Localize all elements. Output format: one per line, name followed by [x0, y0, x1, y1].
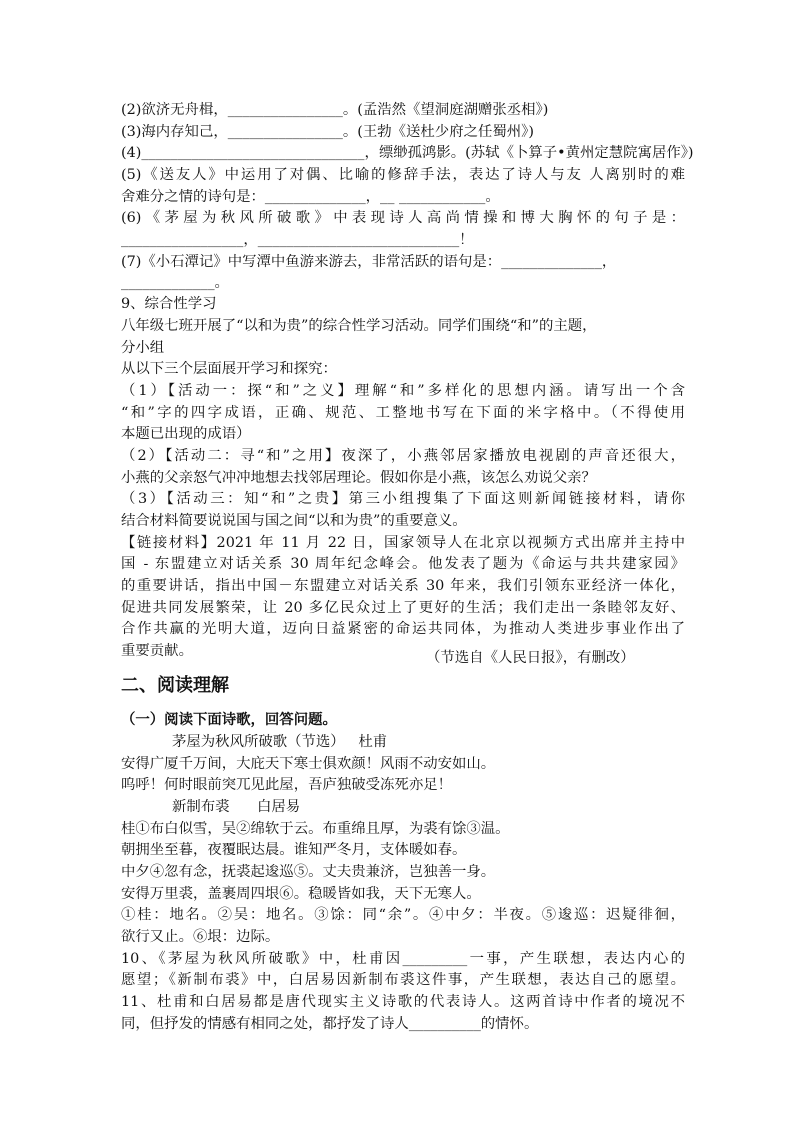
activity-3-line-1: （3）【活动三：知“和”之贵】第三小组搜集了下面这则新闻链接材料，请你 — [121, 491, 685, 507]
activity-2-line-1: （2）【活动二：寻“和”之用】夜深了，小燕邻居家播放电视剧的声音还很大， — [121, 448, 685, 464]
question-4-line: (4)_______________________________，缥缈孤鸿影。(苏轼《卜算子•黄州定慧院寓居作》) — [121, 145, 694, 161]
section-2-heading: 二、阅读理解 — [121, 675, 229, 696]
question-5-line-1: (5)《送友人》中运用了对偶、比喻的修辞手法，表达了诗人与友 人离别时的难 — [121, 167, 685, 183]
poem-2-line-3: 中夕④忽有念，抚裘起逡巡⑤。丈夫贵兼济，岂独善一身。 — [121, 864, 496, 880]
material-line-6: 重要贡献。 — [121, 643, 193, 659]
activity-3-line-2: 结合材料简要说说国与国之间“以和为贵”的重要意义。 — [121, 513, 467, 529]
question-7-line-1: (7)《小石潭记》中写潭中鱼游来游去，非常活跃的语句是：______________， — [121, 254, 617, 270]
activity-1-line-1: （1）【活动一：探“和”之义】理解“和”多样化的思想内涵。请写出一个含 — [121, 383, 685, 399]
activity-2-line-2: 小燕的父亲怒气冲冲地想去找邻居理论。假如你是小燕，该怎么劝说父亲？ — [121, 470, 596, 486]
question-11-line-1: 11、杜甫和白居易都是唐代现实主义诗歌的代表诗人。这两首诗中作者的境况不 — [121, 994, 685, 1010]
material-line-2: 国 - 东盟建立对话关系 30 周年纪念峰会。他发表了题为《命运与共共建家园》 — [121, 556, 685, 572]
poem-1-line-1: 安得广厦千万间，大庇天下寒士俱欢颜！风雨不动安如山。 — [121, 756, 496, 772]
activity-1-line-2: “和”字的四字成语，正确、规范、工整地书写在下面的米字格中。（不得使用 — [121, 405, 685, 421]
material-line-5: 合作共赢的光明大道，迈向日益紧密的命运共同体，为推动人类进步事业作出了 — [121, 621, 685, 637]
question-10-line-1: 10、《茅屋为秋风所破歌》中，杜甫因_________一事，产生联想，表达内心的 — [121, 951, 685, 967]
notes-line-2: 欲行又止。⑥垠：边际。 — [121, 929, 280, 945]
material-line-1: 【链接材料】2021 年 11 月 22 日，国家领导人在北京以视频方式出席并主持中 — [121, 535, 685, 551]
question-6-line-1: (6)《茅屋为秋风所破歌》中表现诗人高尚情操和博大胸怀的句子是： — [121, 210, 685, 226]
material-line-4: 促进共同发展繁荣，让 20 多亿民众过上了更好的生活；我们走出一条睦邻友好、 — [121, 600, 685, 616]
poem-2-line-1: 桂①布白似雪，吴②绵软于云。布重绵且厚，为裘有馀③温。 — [121, 821, 510, 837]
source-citation: （节选自《人民日报》，有删改） — [426, 650, 635, 666]
part-1-heading: （一）阅读下面诗歌，回答问题。 — [121, 711, 337, 728]
material-line-3: 的重要讲话，指出中国－东盟建立对话关系 30 年来，我们引领东亚经济一体化， — [121, 578, 685, 594]
activity-1-line-3: 本题已出现的成语） — [121, 426, 251, 442]
section-9-intro-2: 分小组 — [121, 340, 165, 356]
poem-1-title: 茅屋为秋风所破歌（节选） 杜甫 — [172, 734, 388, 750]
question-7-line-2: _____________。 — [121, 275, 229, 291]
poem-2-line-2: 朝拥坐至暮，夜覆眠达晨。谁知严冬月，支体暖如春。 — [121, 842, 467, 858]
poem-2-title: 新制布裘 白居易 — [172, 799, 301, 815]
section-9-title: 9、综合性学习 — [121, 296, 217, 312]
question-10-line-2: 愿望；《新制布裘》中，白居易因新制布裘这件事，产生联想，表达自己的愿望。 — [121, 972, 685, 988]
poem-2-line-4: 安得万里裘，盖裹周四垠⑥。稳暖皆如我，天下无寒人。 — [121, 886, 481, 902]
section-9-intro-1: 八年级七班开展了“以和为贵”的综合性学习活动。同学们围绕“和”的主题， — [121, 318, 597, 334]
question-11-line-2: 同，但抒发的情感有相同之处，都抒发了诗人__________的情怀。 — [121, 1016, 539, 1032]
question-5-line-2: 舍难分之情的诗句是：______________，__ ____________。 — [121, 189, 500, 205]
question-3-line: (3)海内存知己，________________。(王勃《送杜少府之任蜀州》) — [121, 124, 534, 140]
question-2-line: (2)欲济无舟楫，________________。(孟浩然《望洞庭湖赠张丞相》) — [121, 102, 549, 118]
poem-1-line-2: 呜呼！何时眼前突兀见此屋，吾庐独破受冻死亦足！ — [121, 777, 452, 793]
question-6-line-2: _________________，____________________________！ — [121, 232, 474, 248]
section-9-intro-3: 从以下三个层面展开学习和探究： — [121, 361, 337, 377]
notes-line-1: ①桂：地名。②吴：地名。③馀：同“余”。④中夕：半夜。⑤逡巡：迟疑徘徊， — [121, 907, 685, 923]
